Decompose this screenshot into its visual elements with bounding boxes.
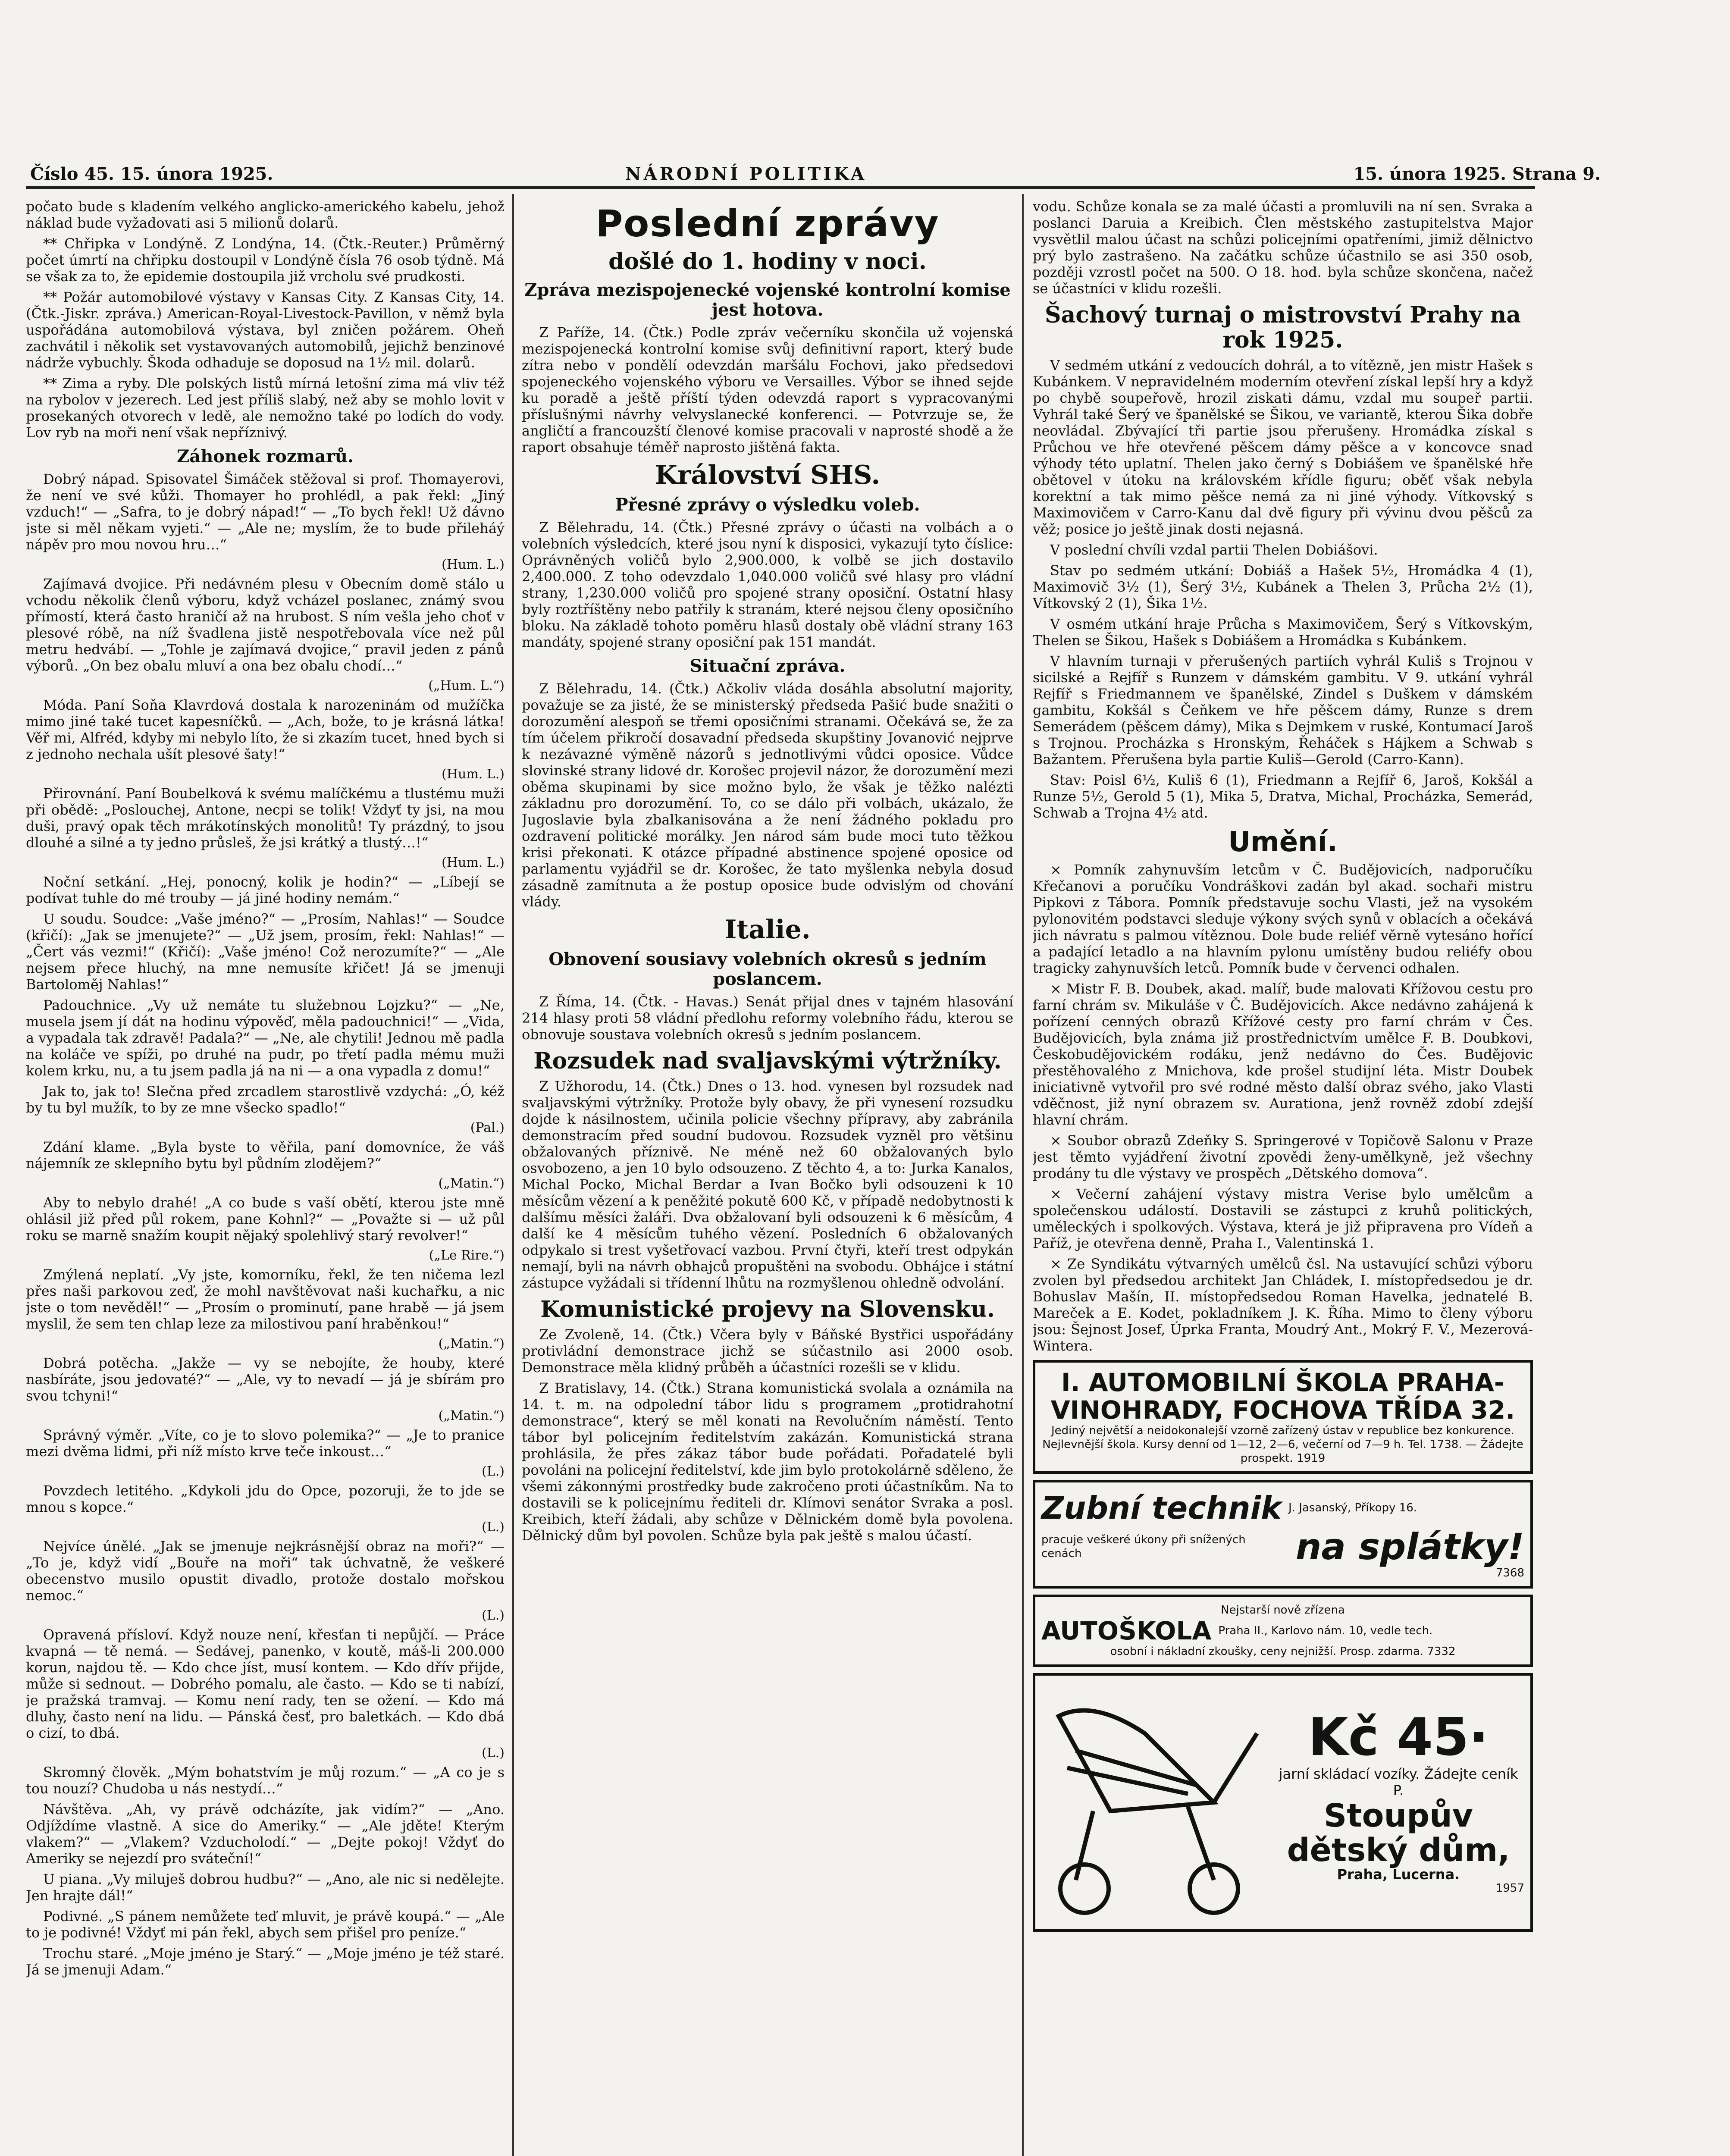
joke: Povzdech letitého. „Kdykoli jdu do Opce, pozoruji, že to jde se mnou s kopce.“: [26, 1482, 505, 1515]
ad-address: J. Jasanský, Příkopy 16.: [1288, 1501, 1417, 1514]
main-headline: Poslední zprávy: [595, 202, 940, 245]
joke: Trochu staré. „Moje jméno je Starý.“ — „Moje jméno je též staré. Já se jmenuji Adam.“: [26, 1945, 505, 1978]
joke-source: (L.): [482, 1520, 505, 1535]
article-subheading: Obnovení sousiavy volebních okresů s jedním poslancem.: [548, 949, 987, 989]
ad-title: Zubní technik: [1041, 1490, 1282, 1526]
joke-source: (Hum. L.): [442, 767, 505, 782]
joke: Návštěva. „Ah, vy právě odcházíte, jak vidím?“ — „Ano. Odjíždíme vlastně. A sice do Ameriky.“ — „Ale jděte! Kterým vlakem?“ — „Vlakem? Vzducholodí.“ — „Dejte pokoj! Vždyť do Ameriky se nejezdí pro sváteční!“: [26, 1801, 505, 1867]
joke-source: (L.): [482, 1464, 505, 1479]
joke: Aby to nebylo drahé! „A co bude s vaší obětí, kterou jste mně ohlásil již před půl rokem, pane Kohnl?“ — „Považte si — už půl roku se marně snažím koupit nějaký spolehlivý starý revolver!“: [26, 1194, 505, 1244]
stroller-ad: [1033, 1673, 1533, 1932]
article-text: Stav po sedmém utkání: Dobiáš a Hašek 5½, Hromádka 4 (1), Maximovič 3½ (1), Šerý 3½, Kubánek a Thelen 3, Průcha 2½ (1), Vítkovský 2 (1), Šika 1½.: [1033, 562, 1533, 611]
article-text: V hlavním turnaji v přerušených partiích vyhrál Kuliš s Trojnou v sicilské a Rejfíř s Runzem v dámském gambitu. V 9. utkání vyhrál Rejfíř s Friedmannem ve španělské, Zindel s Duškem v dámském gambitu, Kokšál s Čeňkem ve hře pěšcem dámy, Runze s drem Semerádem (pěšcem dámy), Mika s Dejmkem v ruské, Kontumací Jaroš s Trojnou. Procházka s Hronským, Řeháček s Hájkem a Schwab s Bažantem. Přerušena byla partie Kuliš—Gerold (Carro-Kann).: [1033, 653, 1533, 768]
ad-text: pracuje veškeré úkony při snížených cenách: [1041, 1533, 1246, 1560]
newspaper-title: NÁRODNÍ POLITIKA: [625, 164, 867, 184]
news-item: ** Požár automobilové výstavy v Kansas City. Z Kansas City, 14. (Čtk.-Jiskr. zpráva.) American-Royal-Livestock-Pavillon, v němž byla uspořádána automobilová výstava, byl zničen požárem. Oheň zachvátil i několik set vystavovaných automobilů, jejichž benzinové nádrže vybuchly. Škoda odhaduje se doposud na 1½ mil. dolarů.: [26, 289, 505, 371]
ad-shop-name: Stoupův dětský dům,: [1287, 1797, 1510, 1869]
article-text: Z Bělehradu, 14. (Čtk.) Přesné zprávy o účasti na volbách a o volebních výsledcích, které jsou nyní k disposici, vykazují tyto číslice: Oprávněných voličů bylo 2,900.000, k volbě se jich dostavilo 2,400.000. Z toho odevzdalo 1,040.000 voličů své hlasy pro vládní strany, 1,230.000 voličů pro spojené strany oposiční. Ostatní hlasy byly roztříštěny nebo patřily k stranám, které nejsou členy oposičního bloku. Na základě tohoto poměru hlasů dostaly obě vládní strany 163 mandáty, spojené strany oposiční pak 151 mandát.: [522, 519, 1013, 650]
ad-title: I. AUTOMOBILNÍ ŠKOLA PRAHA-VINOHRADY, FOCHOVA TŘÍDA 32.: [1050, 1368, 1515, 1425]
dental-technician-ad: [1033, 1480, 1533, 1589]
article-text: Z Bělehradu, 14. (Čtk.) Ačkoliv vláda dosáhla absolutní majority, považuje se za jisté, že se ministerský předseda Pašić bude snažiti o dorozumění alespoň se třemi oposičními stranami. Očekává se, že za tím účelem přikročí dosavadní předseda skupštiny Jovanović nejprve k nezávazné výměně názorů s jednotlivými vůdci oposice. Vůdce slovinské strany lidové dr. Korošec projevil názor, že dorozumění mezi oběma skupinami by sice možno bylo, že však je těžko nalézti základnu pro dorozumění. To, co se dálo při volbách, ukázalo, že Jugoslavie byla zbalkanisována a že není žádného pokladu pro ozdravení politické morálky. Jen národ sám bude moci tuto těžkou krisi překonati. K otázce případné abstinence spojené oposice od parlamentu vyjádřil se dr. Korošec, že tato myšlenka nebyla dosud zásadně zamítnuta a že postup oposice bude odvislým od chování vlády.: [522, 680, 1013, 910]
joke: Přirovnání. Paní Boubelková k svému malíčkému a tlustému muži při obědě: „Poslouchej, Antone, necpi se tolik! Vždyť ty jsi, na mou duši, pravý opak těch mrákotínských monolitů! Ty prázdný, to jsou dlouhé a silné a ty jedno průsleš, že jsi krátký a tlustý…!“: [26, 785, 505, 851]
column-divider: [512, 194, 514, 2156]
article-heading: Komunistické projevy na Slovensku.: [540, 1296, 995, 1322]
article-heading: Italie.: [724, 915, 811, 945]
article-heading: Království SHS.: [655, 460, 881, 490]
article-text: V sedmém utkání z vedoucích dohrál, a to vítězně, jen mistr Hašek s Kubánkem. V nepravidelném moderním otevření získal lepší hry a když po chybě soupeřově, hrozil ziskati dámu, vzdal mu soupeř partii. Vyhrál také Šerý ve španělské se Šikou, ve variantě, kterou Šika dobře neovládal. Zbývající tři partie jsou přerušeny. Hromádka získal s Průchou ve hře otevřené pěšcem dámy pěšce a v koncovce snad výhody této uplatní. Thelen jako černý s Dobiášem ve španělské hře obětovel v útoku na královském křídle figuru; oběť však nebyla korektní a tak mimo pěšce nemá za ni jiné výhody. Vítkovský s Maximovičem v Carro-Kanu dal dvě figury při vývinu dvou pěšců za věž; posice jo ještě jinak dosti nejasná.: [1033, 357, 1533, 537]
ad-code: 7368: [1495, 1567, 1524, 1579]
joke: Opravená přísloví. Když nouze není, křesťan ti nepůjčí. — Práce kvapná — tě nemá. — Sedávej, panenko, v koutě, máš-li 200.000 korun, najdou tě. — Kdo chce jíst, musí kontem. — Kdo dřív přijde, může si sednout. — Dobrého pomalu, ale často. — Kdo se ti nabízí, je pražská tramvaj. — Komu není rady, ten se ožení. — Kdo má dluhy, často není na lidu. — Pánská česť, pro baletkách. — Kdo dbá o cizí, to dbá.: [26, 1626, 505, 1741]
joke-source: (L.): [482, 1608, 505, 1623]
ad-title: AUTOŠKOLA: [1041, 1616, 1212, 1645]
autoskola-ad: [1033, 1595, 1533, 1667]
article-text: V osmém utkání hraje Průcha s Maximovičem, Šerý s Vítkovským, Thelen se Šikou, Hašek s Dobiášem a Hromádka s Kubánkem.: [1033, 616, 1533, 649]
ad-tagline: Nejstarší nově zřízena: [1221, 1604, 1345, 1617]
joke: Móda. Paní Soňa Klavrdová dostala k narozeninám od mužíčka mimo jiné také tucet kapesníčků. — „Ach, bože, to je krásná látka! Věř mi, Alfréd, kdyby mi nebylo líto, že si zkazím tucet, hned bych si z jednoho nechala ušít plesové šaty!“: [26, 697, 505, 762]
article-text: Ze Zvoleně, 14. (Čtk.) Včera byly v Báňské Bystřici uspořádány protivládní demonstrace jichž se súčastnilo asi 2000 osob. Demonstrace měla klidný průběh a účastníci rozešli se v klidu.: [522, 1326, 1013, 1376]
article-text: Z Bratislavy, 14. (Čtk.) Strana komunistická svolala a oznámila na 14. t. m. na odpolední tábor lidu s programem „protidrahotní demonstrace“, který se měl konati na Revolučním náměstí. Tento tábor byl policejním ředitelstvím zakázán. Komunistická strana prohlásila, že přes zákaz tábor bude pořádati. Pořadatelé byli povoláni na policejní ředitelství, kde jim bylo protokolárně sděleno, že všemi zákonnými prostředky bude zakročeno proti účastníkům. Na to dostavili se k policejnímu řediteli dr. Klímovi senátor Svraka a posl. Kreibich, kteří žádali, aby schůze v Dělnickém domě byla povolena. Dělnický dům byl povolen. Schůze byla pak ještě s malou účastí.: [522, 1380, 1013, 1544]
article-subheading: Situační zpráva.: [689, 656, 846, 676]
joke: Jak to, jak to! Slečna před zrcadlem starostlivě vzdychá: „Ó, kéž by tu byl mužík, to by ze mne všecko spadlo!“: [26, 1083, 505, 1116]
joke-source: (L.): [482, 1745, 505, 1761]
news-item: × Mistr F. B. Doubek, akad. malíř, bude malovati Křížovou cestu pro farní chrám sv. Mikuláše v Č. Budějovicích. Akce nedávno zahájená k pořízení cenných obrazů Křížové cesty pro farní chrám v Čes. Budějovicích, byla známa již prostřednictvím umělce F. B. Doubkovi, Českobudějovickém rodáku, jenž nedávno do Čes. Budějovic přestěhovalého z Mnichova, kde prošel studijní léta. Mistr Doubek iniciativně vytvořil pro své rodné město další obraz svého, jako Vlasti vděčnost, již nyní obrazem sv. Aurationa, jenž rovněž zdobí zdejší hlavní chrám.: [1033, 981, 1533, 1128]
joke: U soudu. Soudce: „Vaše jméno?“ — „Prosím, Nahlas!“ — Soudce (křičí): „Jak se jmenujete?“ — „Už jsem, prosím, řekl: Nahlas!“ — „Čert vás vezmi!“ (Křičí): „Vaše jméno! Což nerozumíte?“ — „Ale nejsem přece hluchý, na mne nemusíte křičet! Já se jmenuji Bartoloměj Nahlas!“: [26, 911, 505, 993]
driving-school-ad: [1033, 1360, 1533, 1474]
column-1: [26, 198, 505, 2156]
news-item: × Pomník zahynuvším letcům v Č. Budějovicích, nadporučíku Křečanovi a poručíku Vondráškovi zadán byl akad. sochaři mistru Pipkovi z Tábora. Pomník představuje sochu Vlasti, jež na vysokém pylonovitém podstavci sleduje výkony svých synů v oblacích a očekává jich návratu s palmou vítěznou. Dole bude reliéf věrně vytesáno hořící a padající letadlo a na hlavním pylonu umístěny budou reliéfy obou tragicky zahynuvších letců. Pomník bude v červenci odhalen.: [1033, 862, 1533, 976]
joke-source: (Hum. L.): [442, 855, 505, 870]
ad-code: 1957: [1495, 1882, 1524, 1895]
ad-text: osobní i nákladní zkoušky, ceny nejnižší. Prosp. zdarma. 7332: [1110, 1645, 1456, 1658]
article-text: Stav: Poisl 6½, Kuliš 6 (1), Friedmann a Rejfíř 6, Jaroš, Kokšál a Runze 5½, Gerold 5 (1), Mika 5, Dratva, Michal, Procházka, Semerád, Schwab a Trojna 4½ atd.: [1033, 772, 1533, 821]
article-heading: Šachový turnaj o mistrovství Prahy na rok 1925.: [1045, 302, 1521, 353]
ad-text: jarní skládací vozíky. Žádejte ceník P.: [1279, 1766, 1518, 1799]
joke-source: („Matin.“): [438, 1336, 505, 1351]
section-heading: Umění.: [1228, 826, 1338, 858]
news-item: × Soubor obrazů Zdeňky S. Springerové v Topičově Salonu v Praze jest těmto vyjádření životní zpovědi ženy-umělkyně, jež všechny prodány tu dle výstavy ve prospěch „Dětského domova“.: [1033, 1132, 1533, 1181]
joke: U piana. „Vy miluješ dobrou hudbu?“ — „Ano, ale nic si nedělejte. Jen hrajte dál!“: [26, 1871, 505, 1904]
column-3: [1033, 198, 1533, 2156]
article-text: Z Paříže, 14. (Čtk.) Podle zpráv večerníku skončila už vojenská mezispojenecká kontrolní komise svůj definitivní raport, který bude zítra nebo v pondělí odevzdán maršálu Fochovi, jako předsedovi spojeneckého vojenského výboru ve Versailles. Výbor se ihned sejde ku poradě a ještě příští týden odevzdá raport s vypracovanými příslušnými návrhy velvyslanecké konferenci. — Potvrzuje se, že angličtí a francouzští členové komise pracovali v naprosté shodě a že raport obsahuje téměř naprosto jištěná fakta.: [522, 324, 1013, 455]
joke: Dobrý nápad. Spisovatel Šimáček stěžoval si prof. Thomayerovi, že není ve své kůži. Thomayer ho prohlédl, a pak řekl: „Jiný vzduch!“ — „Safra, to je dobrý nápad!“ — „To bych řekl! Už dávno jste si měl někam vyjeti.“ — „Ale ne; myslím, že to bude přileháý nápěv pro mou novou hru…“: [26, 471, 505, 553]
section-heading: Záhonek rozmarů.: [177, 446, 354, 467]
joke: Dobrá potěcha. „Jakže — vy se nebojíte, že houby, které nasbíráte, jsou jedovaté?“ — „Ale, vy to nevadí — já je sbírám pro svou tchyni!“: [26, 1355, 505, 1404]
article-subheading: Přesné zprávy o výsledku voleb.: [615, 495, 920, 515]
news-item: × Ze Syndikátu výtvarných umělců čsl. Na ustavující schůzi výboru zvolen byl předsedou architekt Jan Chládek, I. místopředsedou je dr. Bohuslav Mašín, II. místopředsedou Roman Havelka, jednatelé B. Mareček a E. Kodet, pokladníkem J. K. Říha. Mimo to členy výboru jsou: Šejnost Josef, Úprka Franta, Moudrý Ant., Mokrý F. V., Mezerová-Wintera.: [1033, 1256, 1533, 1354]
ad-address: Praha II., Karlovo nám. 10, vedle tech.: [1218, 1624, 1433, 1637]
joke-source: (Pal.): [470, 1120, 505, 1135]
joke: Skromný člověk. „Mým bohatstvím je můj rozum.“ — „A co je s tou nouzí? Chudoba u nás nestydí…“: [26, 1764, 505, 1797]
joke-source: („Matin.“): [438, 1176, 505, 1191]
issue-number: Číslo 45. 15. února 1925.: [30, 164, 273, 184]
joke: Zdání klame. „Byla byste to věřila, paní domovníce, že váš nájemník ze sklepního bytu byl půdním zlodějem?“: [26, 1139, 505, 1172]
article-heading: Rozsudek nad svaljavskými výtržníky.: [533, 1048, 1002, 1074]
news-item: ** Zima a ryby. Dle polských listů mírná letošní zima má vliv též na rybolov v jezerech. Led jest příliš slabý, než aby se mohlo lovit v prosekaných otvorech v ledě, ale nemožno také po lodích do vody. Lov ryb na moři není však nepříznivý.: [26, 375, 505, 441]
article-text: vodu. Schůze konala se za malé účasti a promluvili na ní sen. Svraka a poslanci Daruia a Kreibich. Člen městského zastupitelstva Major vysvětlil malou účast na schůzi policejními opatřeními, jimiž dělnictvo prý bylo zastrašeno. Na začátku schůze účastnilo se asi 350 osob, později vzrostl počet na 500. O 18. hod. byla schůze skončena, načež se účastníci v klidu rozešli.: [1033, 198, 1533, 297]
ad-price: Kč 45·: [1308, 1708, 1489, 1767]
joke: Padouchnice. „Vy už nemáte tu služebnou Lojzku?“ — „Ne, musela jsem jí dát na hodinu výpověď, měla padouchnici!“ — „Vida, a vypadala tak zdravě! Padala?“ — „Ne, ale chytili! Jednou mě padla na koláče ve spíži, po druhé na pudr, po třetí padla mému muži kolem krku, nu, a tu jsem padla já na ni — a ona vypadla z domu!“: [26, 997, 505, 1079]
column-divider: [1022, 194, 1024, 2156]
article-heading: Zpráva mezispojenecké vojenské kontrolní komise jest hotova.: [524, 280, 1011, 320]
ad-text: Jediný největší a neidokonalejší vzorně zařízený ústav v republice bez konkurence. Nejlevnější škola. Kursy denní od 1—12, 2—6, večerní od 7—9 h. Tel. 1738. — Žádejte prospekt. 1919: [1042, 1424, 1523, 1465]
article-text: Z Užhorodu, 14. (Čtk.) Dnes o 13. hod. vynesen byl rozsudek nad svaljavskými výtržníky. Protože byly obavy, že při vynesení rozsudku dojde k násilnostem, učinila policie všechny přípravy, aby zabránila demonstracím před soudní budovou. Rozsudek vyzněl pro většinu obžalovaných příznivě. Ne méně než 60 obžalovaných bylo osvobozeno, a jen 10 bylo odsouzeno. Z těchto 4, a to: Jurka Kanalos, Michal Pocko, Michal Berdar a Ivan Bočko byli odsouzeni k 10 měsícům vězení a k peněžité pokutě 600 Kč, v případě nedobytnosti k dalšímu měsíci žaláři. Dva obžalovaní byli odsouzeni k 6 měsícům, 4 další ke 4 měsícům tuhého vězení. Posledních 6 obžalovaných odpykalo si trest vyšetřovací vazbou. První čtyři, kteří trest odpykán nemají, byli na návrh obhajců propuštěni na svobodu. Obhájce i státní zástupce vyžádali si třídenní lhůtu na rozmyšlenou ohledně odvolání.: [522, 1078, 1013, 1291]
article-text: V poslední chvíli vzdal partii Thelen Dobiášovi.: [1050, 542, 1378, 558]
news-item: × Večerní zahájení výstavy mistra Verise bylo umělcům a společenskou událostí. Dostavili se zástupci z kruhů politických, uměleckých i spolkových. Výstava, která je již připravena pro Vídeň a Paříž, je otevřena denně, Praha I., Valentinská 1.: [1033, 1186, 1533, 1251]
stroller-illustration: [1041, 1682, 1266, 1923]
joke-source: („Le Rire.“): [429, 1248, 505, 1263]
joke-source: („Hum. L.“): [428, 678, 505, 693]
joke: Správný výměr. „Víte, co je to slovo polemika?“ — „Je to pranice mezi dvěma lidmi, při níž místo krve teče inkoust…“: [26, 1427, 505, 1460]
joke: Noční setkání. „Hej, ponocný, kolik je hodin?“ — „Líbejí se podívat tuhle do mé trouby — já jiné hodiny nemám.“: [26, 874, 505, 906]
ad-slogan: na splátky!: [1295, 1526, 1524, 1568]
joke: Nejvíce únělé. „Jak se jmenuje nejkrásnější obraz na moři?“ — „To je, když vidí „Bouře na moři“ tak úchvatně, že veškeré obecenstvo musilo opustit divadlo, protože dostalo mořskou nemoc.“: [26, 1538, 505, 1604]
main-subheadline: došlé do 1. hodiny v noci.: [608, 248, 927, 275]
masthead-rule: [26, 186, 1535, 189]
joke-source: (Hum. L.): [442, 557, 505, 572]
joke-source: („Matin.“): [438, 1408, 505, 1423]
joke: Zmýlená neplatí. „Vy jste, komorníku, řekl, že ten ničema lezl přes naši parkovou zeď, že mohl navštěvovat naši kuchařku, a nic jste o tom nevěděl!“ — „Prosím o prominutí, pane hrabě — já jsem myslil, že sem ten chlap leze za milostivou paní hraběnkou!“: [26, 1266, 505, 1332]
joke: Podivné. „S pánem nemůžete teď mluvit, je právě koupá.“ — „Ale to je podivné! Vždyť mi pán řekl, abych sem přišel pro peníze.“: [26, 1908, 505, 1941]
article-text: Z Říma, 14. (Čtk. - Havas.) Senát přijal dnes v tajném hlasování 214 hlasy proti 58 vládní předlohu reformy volebního řádu, kterou se obnovuje soustava volebních okresů s jedním poslancem.: [522, 993, 1013, 1043]
page-number: 15. února 1925. Strana 9.: [1353, 164, 1601, 184]
ad-city: Praha, Lucerna.: [1337, 1866, 1460, 1883]
news-item: ** Chřipka v Londýně. Z Londýna, 14. (Čtk.-Reuter.) Průměrný počet úmrtí na chřipku dostoupil v Londýně čísla 76 osob týdně. Má se však za to, že epidemie dostoupila již vrcholu své prudkosti.: [26, 235, 505, 285]
column-2: [522, 198, 1013, 2156]
article-text: počato bude s kladením velkého anglicko-amerického kabelu, jehož náklad bude vyžadovati asi 5 milionů dolarů.: [26, 198, 505, 231]
joke: Zajímavá dvojice. Při nedávném plesu v Obecním domě stálo u vchodu několik členů výboru, když vcházel poslanec, známý svou přímostí, která často hraničí až na hrubost. S ním vešla jeho choť v plesové róbě, na níž švadlena jistě nespotřebovala více než půl metru hedvábí. — „Tohle je zajímavá dvojice,“ pravil jeden z pánů výborů. „On bez obalu mluví a ona bez obalu chodí…“: [26, 576, 505, 674]
